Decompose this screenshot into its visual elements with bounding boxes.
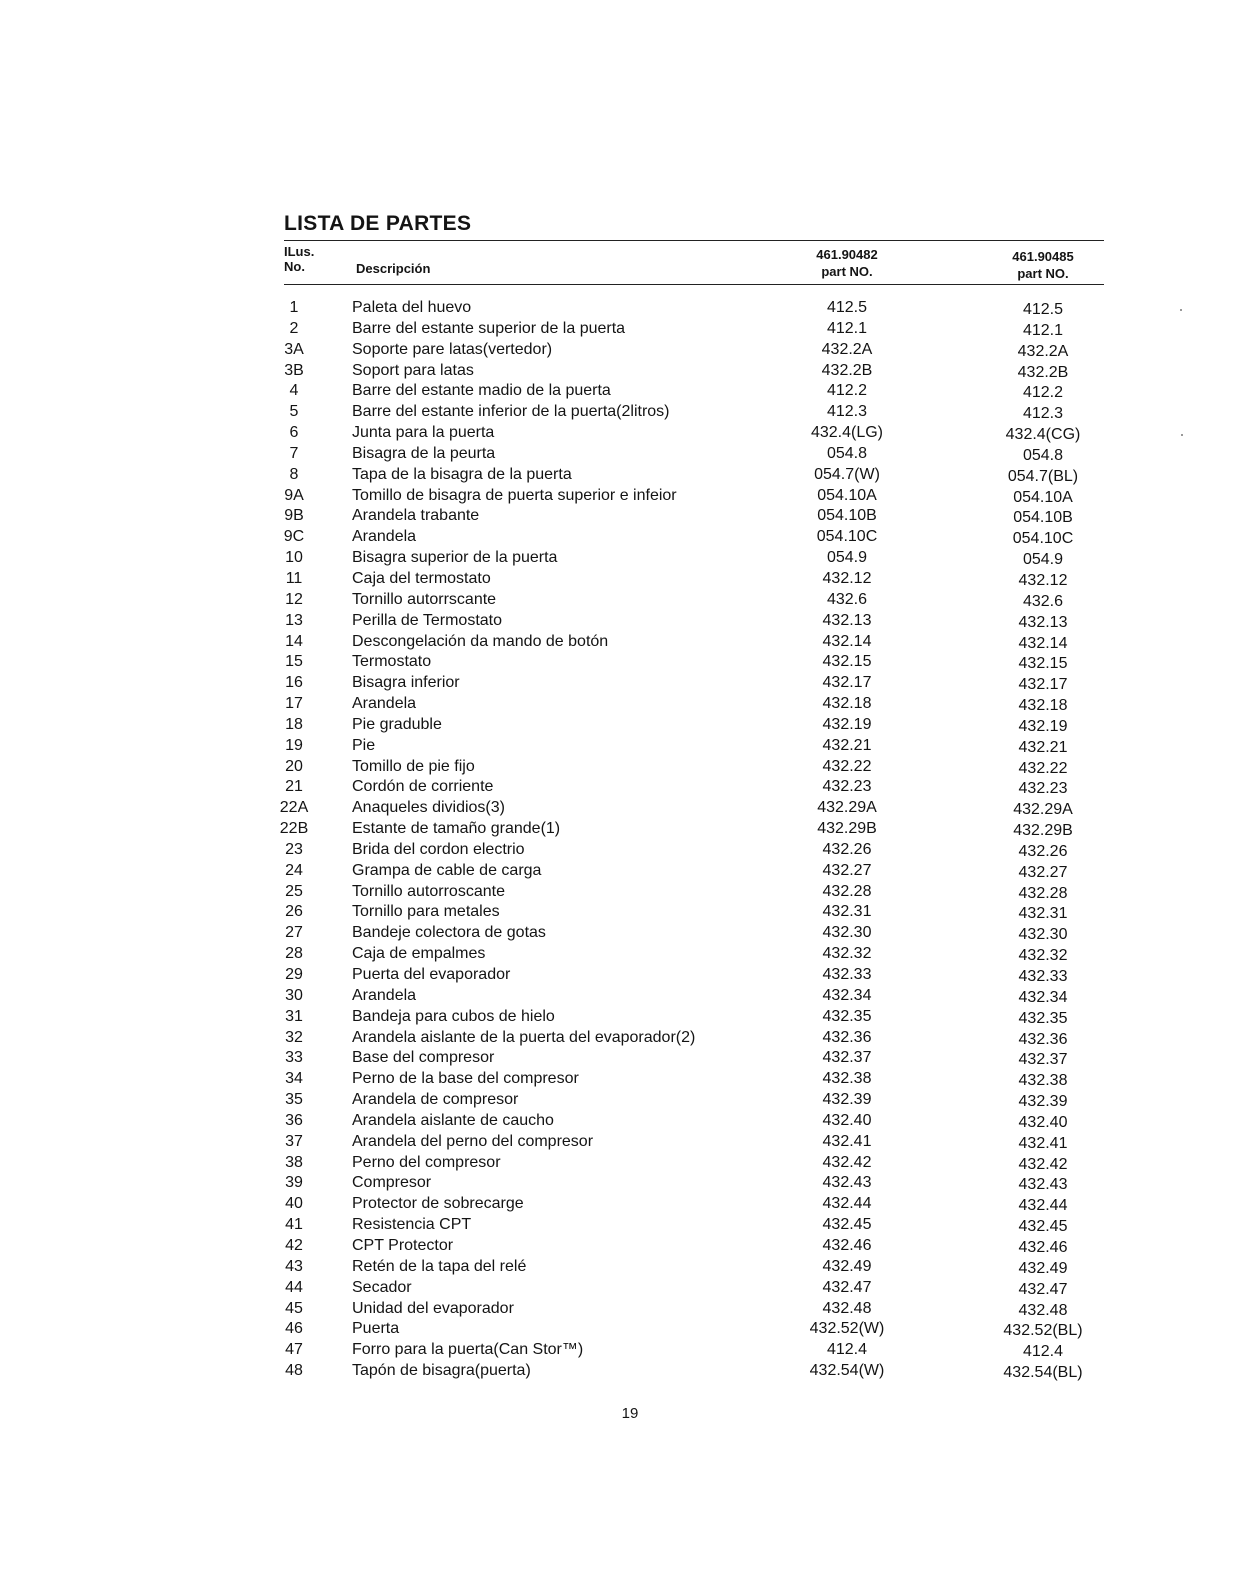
item-description: Termostato — [352, 653, 432, 671]
item-description: Puerta — [352, 1320, 400, 1338]
part-no-461-90485: 432.37 — [1018, 1051, 1068, 1069]
part-no-461-90482: 432.47 — [822, 1278, 872, 1296]
item-description: Anaqueles dividios(3) — [352, 799, 505, 817]
part-no-461-90485: 432.31 — [1018, 905, 1068, 923]
part-no-461-90485: 412.4 — [1022, 1343, 1064, 1361]
header-bottom-rule — [284, 284, 1104, 285]
item-number: 25 — [285, 882, 303, 900]
part-no-461-90482: 432.49 — [822, 1257, 872, 1275]
part-no-461-90485: 432.41 — [1018, 1134, 1068, 1152]
item-description: Brida del cordon electrio — [352, 840, 525, 858]
item-number: 19 — [285, 736, 303, 754]
part-no-461-90485: 432.33 — [1018, 968, 1068, 985]
item-number: 45 — [285, 1299, 303, 1317]
item-description: CPT Protector — [352, 1236, 454, 1254]
table-row — [0, 506, 1244, 527]
part-no-461-90482: 432.29A — [817, 799, 877, 817]
table-row — [0, 381, 1244, 402]
item-number: 22A — [279, 799, 309, 817]
part-no-461-90482: 432.34 — [822, 986, 872, 1004]
table-row — [0, 902, 1244, 923]
item-description: Bisagra superior de la puerta — [352, 549, 558, 567]
item-description: Barre del estante superior de la puerta — [352, 319, 626, 337]
part-no-461-90485: 432.6 — [1022, 592, 1064, 610]
part-no-461-90485: 432.19 — [1018, 717, 1068, 735]
part-no-461-90482: 432.18 — [822, 695, 872, 713]
part-no-461-90485: 432.26 — [1018, 842, 1068, 860]
part-no-461-90482: 432.32 — [822, 945, 872, 963]
part-no-461-90482: 412.5 — [826, 299, 868, 316]
table-row — [0, 673, 1244, 694]
item-description: Tornillo para metales — [352, 903, 500, 921]
part-no-461-90482: 432.46 — [822, 1236, 872, 1254]
table-row — [0, 1111, 1244, 1132]
part-no-461-90482: 432.41 — [822, 1132, 872, 1150]
table-row — [0, 965, 1244, 986]
item-description: Forro para la puerta(Can Stor™) — [352, 1341, 584, 1359]
table-row — [0, 465, 1244, 486]
item-description: Pie graduble — [352, 715, 442, 733]
part-no-461-90482: 432.36 — [822, 1028, 872, 1046]
part-no-461-90482: 412.4 — [826, 1341, 868, 1359]
part-no-461-90485: 054.7(BL) — [1007, 467, 1079, 485]
item-description: Soporte pare latas(vertedor) — [352, 340, 553, 358]
item-number: 3A — [284, 340, 304, 358]
part-no-461-90485: 432.47 — [1018, 1280, 1068, 1298]
header-model-1: 461.90482 — [816, 247, 878, 262]
item-description: Cordón de corriente — [352, 778, 494, 796]
item-number: 16 — [285, 674, 303, 692]
item-description: Barre del estante inferior de la puerta(2litros) — [352, 403, 670, 421]
item-number: 11 — [285, 569, 303, 587]
part-no-461-90485: 054.10B — [1013, 509, 1073, 527]
item-description: Descongelación da mando de botón — [352, 632, 609, 650]
item-description: Caja del termostato — [352, 569, 491, 587]
item-number: 41 — [285, 1216, 303, 1234]
part-no-461-90482: 432.37 — [822, 1049, 872, 1067]
item-number: 23 — [285, 840, 303, 858]
part-no-461-90482: 054.10C — [816, 528, 878, 546]
part-no-461-90485: 432.28 — [1018, 884, 1068, 902]
scan-speck — [1180, 309, 1182, 311]
part-no-461-90482: 412.1 — [826, 319, 868, 337]
item-number: 13 — [285, 611, 303, 629]
table-row — [0, 1236, 1244, 1257]
header-model-2: 461.90485 — [1012, 249, 1074, 264]
part-no-461-90485: 412.1 — [1022, 321, 1064, 339]
table-row — [0, 986, 1244, 1007]
item-number: 44 — [285, 1278, 303, 1296]
item-description: Arandela aislante de caucho — [352, 1111, 554, 1129]
item-description: Unidad del evaporador — [352, 1299, 514, 1317]
part-no-461-90485: 432.4(CG) — [1005, 426, 1081, 444]
table-row — [0, 694, 1244, 715]
part-no-461-90485: 432.15 — [1018, 655, 1068, 673]
item-description: Tomillo de bisagra de puerta superior e infeior — [352, 486, 677, 504]
table-row — [0, 1069, 1244, 1090]
table-row — [0, 527, 1244, 548]
part-no-461-90482: 432.52(W) — [809, 1320, 885, 1338]
part-no-461-90485: 432.34 — [1018, 988, 1068, 1006]
table-row — [0, 1361, 1244, 1382]
part-no-461-90485: 432.2A — [1017, 342, 1069, 360]
item-description: Estante de tamaño grande(1) — [352, 820, 561, 838]
item-description: Secador — [352, 1278, 412, 1296]
part-no-461-90482: 054.10A — [817, 486, 877, 504]
item-number: 2 — [289, 319, 299, 337]
item-number: 46 — [285, 1320, 303, 1338]
part-no-461-90485: 432.21 — [1018, 738, 1068, 756]
item-number: 37 — [285, 1132, 303, 1150]
part-no-461-90482: 432.31 — [822, 903, 872, 921]
table-row — [0, 1340, 1244, 1361]
part-no-461-90482: 432.14 — [822, 632, 872, 650]
part-no-461-90482: 432.33 — [822, 966, 872, 983]
parts-table — [0, 298, 1244, 1382]
part-no-461-90482: 432.44 — [822, 1195, 872, 1213]
item-description: Tapa de la bisagra de la puerta — [352, 465, 572, 483]
table-row — [0, 611, 1244, 632]
table-row — [0, 736, 1244, 757]
part-no-461-90485: 432.36 — [1018, 1030, 1068, 1048]
part-no-461-90485: 432.2B — [1017, 363, 1069, 381]
table-row — [0, 632, 1244, 653]
table-row — [0, 1048, 1244, 1069]
scan-speck — [1181, 434, 1183, 436]
item-description: Soport para latas — [352, 361, 474, 379]
part-no-461-90482: 432.43 — [822, 1174, 872, 1192]
part-no-461-90485: 432.40 — [1018, 1113, 1068, 1131]
part-no-461-90485: 054.10A — [1013, 488, 1073, 506]
part-no-461-90482: 432.42 — [822, 1153, 872, 1171]
item-number: 48 — [285, 1362, 303, 1380]
part-no-461-90485: 432.52(BL) — [1003, 1322, 1083, 1340]
table-row — [0, 757, 1244, 778]
part-no-461-90482: 432.45 — [822, 1216, 872, 1234]
part-no-461-90485: 432.42 — [1018, 1155, 1068, 1173]
item-description: Tapón de bisagra(puerta) — [352, 1362, 531, 1380]
part-no-461-90485: 412.2 — [1022, 384, 1064, 402]
table-row — [0, 1194, 1244, 1215]
part-no-461-90485: 432.29B — [1013, 822, 1073, 840]
table-row — [0, 319, 1244, 340]
table-row — [0, 1007, 1244, 1028]
item-number: 14 — [285, 632, 303, 650]
header-part-no-2: part NO. — [1017, 266, 1069, 281]
table-row — [0, 652, 1244, 673]
header-description: Descripción — [356, 261, 431, 276]
item-description: Tornillo autorroscante — [352, 882, 505, 900]
item-description: Arandela trabante — [352, 507, 480, 525]
item-description: Grampa de cable de carga — [352, 861, 542, 879]
part-no-461-90485: 432.14 — [1018, 634, 1068, 652]
item-number: 28 — [285, 945, 303, 963]
table-row — [0, 569, 1244, 590]
table-row — [0, 444, 1244, 465]
table-row — [0, 819, 1244, 840]
part-no-461-90482: 432.28 — [822, 882, 872, 900]
item-number: 10 — [285, 549, 303, 567]
part-no-461-90482: 432.40 — [822, 1111, 872, 1129]
part-no-461-90485: 432.13 — [1018, 613, 1068, 631]
part-no-461-90485: 432.44 — [1018, 1197, 1068, 1215]
item-number: 36 — [285, 1111, 303, 1129]
item-description: Arandela de compresor — [352, 1091, 519, 1109]
item-number: 15 — [285, 653, 303, 671]
part-no-461-90482: 054.9 — [826, 549, 868, 567]
part-no-461-90482: 432.27 — [822, 861, 872, 879]
part-no-461-90485: 432.49 — [1018, 1259, 1068, 1277]
item-description: Arandela — [352, 695, 417, 713]
item-number: 26 — [285, 903, 303, 921]
item-description: Arandela — [352, 986, 417, 1004]
table-row — [0, 715, 1244, 736]
item-description: Resistencia CPT — [352, 1216, 472, 1234]
item-number: 6 — [289, 424, 299, 442]
part-no-461-90485: 432.27 — [1018, 863, 1068, 881]
table-row — [0, 1319, 1244, 1340]
item-description: Junta para la puerta — [352, 424, 495, 442]
part-no-461-90482: 054.10B — [817, 507, 877, 525]
item-number: 40 — [285, 1195, 303, 1213]
part-no-461-90482: 054.8 — [826, 444, 868, 462]
item-number: 4 — [289, 382, 299, 400]
item-number: 20 — [285, 757, 303, 775]
part-no-461-90482: 412.3 — [826, 403, 868, 421]
item-number: 34 — [285, 1070, 303, 1088]
part-no-461-90482: 432.38 — [822, 1070, 872, 1088]
part-no-461-90485: 432.39 — [1018, 1093, 1068, 1111]
item-description: Arandela del perno del compresor — [352, 1132, 594, 1150]
item-number: 3B — [284, 361, 304, 379]
part-no-461-90482: 432.17 — [822, 674, 872, 692]
table-row — [0, 840, 1244, 861]
page-number: 19 — [621, 1405, 639, 1422]
item-description: Caja de empalmes — [352, 945, 486, 963]
part-no-461-90485: 432.23 — [1018, 780, 1068, 798]
table-row — [0, 298, 1244, 319]
part-no-461-90485: 432.45 — [1018, 1218, 1068, 1236]
part-no-461-90485: 432.32 — [1018, 947, 1068, 965]
item-number: 32 — [285, 1028, 303, 1046]
item-number: 33 — [285, 1049, 303, 1067]
table-row — [0, 777, 1244, 798]
page-title: LISTA DE PARTES — [284, 212, 472, 235]
item-number: 22B — [279, 820, 309, 838]
item-description: Arandela aislante de la puerta del evaporador(2) — [352, 1028, 696, 1046]
item-description: Bisagra de la peurta — [352, 444, 496, 462]
item-description: Puerta del evaporador — [352, 966, 511, 983]
table-row — [0, 1278, 1244, 1299]
part-no-461-90482: 432.21 — [822, 736, 872, 754]
item-description: Perno del compresor — [352, 1153, 501, 1171]
item-description: Base del compresor — [352, 1049, 495, 1067]
item-number: 24 — [285, 861, 303, 879]
part-no-461-90485: 432.48 — [1018, 1301, 1068, 1319]
item-number: 43 — [285, 1257, 303, 1275]
table-row — [0, 1132, 1244, 1153]
item-description: Retén de la tapa del relé — [352, 1257, 527, 1275]
part-no-461-90485: 432.12 — [1018, 571, 1068, 589]
part-no-461-90482: 432.39 — [822, 1091, 872, 1109]
part-no-461-90485: 432.43 — [1018, 1176, 1068, 1194]
item-number: 47 — [285, 1341, 303, 1359]
item-number: 17 — [285, 695, 303, 713]
item-number: 21 — [285, 778, 303, 796]
table-row — [0, 423, 1244, 444]
item-description: Bandeje colectora de gotas — [352, 924, 546, 942]
part-no-461-90482: 432.22 — [822, 757, 872, 775]
table-row — [0, 402, 1244, 423]
part-no-461-90485: 054.10C — [1012, 530, 1074, 548]
part-no-461-90485: 432.18 — [1018, 697, 1068, 715]
table-row — [0, 548, 1244, 569]
part-no-461-90482: 432.4(LG) — [810, 424, 884, 442]
header-ilus: ILus. — [284, 244, 315, 259]
part-no-461-90485: 412.5 — [1022, 301, 1064, 318]
item-description: Bisagra inferior — [352, 674, 460, 692]
table-row — [0, 882, 1244, 903]
item-number: 38 — [285, 1153, 303, 1171]
item-number: 42 — [285, 1236, 303, 1254]
part-no-461-90482: 432.26 — [822, 840, 872, 858]
part-no-461-90485: 412.3 — [1022, 405, 1064, 423]
item-number: 30 — [285, 986, 303, 1004]
part-no-461-90482: 412.2 — [826, 382, 868, 400]
table-row — [0, 590, 1244, 611]
part-no-461-90482: 432.29B — [817, 820, 877, 838]
table-row — [0, 798, 1244, 819]
item-description: Compresor — [352, 1174, 432, 1192]
part-no-461-90482: 432.35 — [822, 1007, 872, 1025]
item-description: Tornillo autorrscante — [352, 590, 497, 608]
item-number: 1 — [289, 299, 299, 316]
part-no-461-90485: 432.38 — [1018, 1072, 1068, 1090]
part-no-461-90482: 432.13 — [822, 611, 872, 629]
part-no-461-90482: 432.12 — [822, 569, 872, 587]
item-number: 9C — [283, 528, 305, 546]
part-no-461-90485: 432.46 — [1018, 1238, 1068, 1256]
item-description: Barre del estante madio de la puerta — [352, 382, 611, 400]
part-no-461-90482: 432.2A — [821, 340, 873, 358]
item-number: 29 — [285, 966, 303, 983]
item-number: 12 — [285, 590, 303, 608]
table-row — [0, 944, 1244, 965]
item-number: 9B — [284, 507, 304, 525]
table-row — [0, 1215, 1244, 1236]
table-row — [0, 361, 1244, 382]
table-row — [0, 340, 1244, 361]
part-no-461-90485: 432.22 — [1018, 759, 1068, 777]
item-number: 39 — [285, 1174, 303, 1192]
item-description: Pie — [352, 736, 376, 754]
part-no-461-90482: 432.30 — [822, 924, 872, 942]
part-no-461-90482: 432.6 — [826, 590, 868, 608]
part-no-461-90482: 432.54(W) — [809, 1362, 885, 1380]
part-no-461-90485: 432.35 — [1018, 1009, 1068, 1027]
item-number: 35 — [285, 1091, 303, 1109]
item-description: Paleta del huevo — [352, 299, 472, 316]
part-no-461-90485: 432.54(BL) — [1003, 1364, 1083, 1382]
part-no-461-90482: 432.19 — [822, 715, 872, 733]
part-no-461-90485: 432.30 — [1018, 926, 1068, 944]
header-top-rule — [284, 240, 1104, 241]
item-description: Tomillo de pie fijo — [352, 757, 475, 775]
item-description: Perno de la base del compresor — [352, 1070, 579, 1088]
part-no-461-90482: 432.23 — [822, 778, 872, 796]
table-row — [0, 923, 1244, 944]
table-row — [0, 1299, 1244, 1320]
header-part-no-1: part NO. — [821, 264, 873, 279]
part-no-461-90482: 432.48 — [822, 1299, 872, 1317]
part-no-461-90482: 054.7(W) — [814, 465, 880, 483]
table-row — [0, 1257, 1244, 1278]
item-number: 31 — [285, 1007, 303, 1025]
item-number: 27 — [285, 924, 303, 942]
item-description: Arandela — [352, 528, 417, 546]
table-row — [0, 1153, 1244, 1174]
item-description: Bandeja para cubos de hielo — [352, 1007, 555, 1025]
part-no-461-90485: 054.8 — [1022, 446, 1064, 464]
item-number: 5 — [289, 403, 299, 421]
item-number: 9A — [284, 486, 304, 504]
table-row — [0, 1090, 1244, 1111]
item-number: 8 — [289, 465, 299, 483]
item-description: Protector de sobrecarge — [352, 1195, 524, 1213]
part-no-461-90482: 432.15 — [822, 653, 872, 671]
part-no-461-90485: 432.29A — [1013, 801, 1073, 819]
part-no-461-90485: 054.9 — [1022, 551, 1064, 569]
item-description: Perilla de Termostato — [352, 611, 502, 629]
item-number: 7 — [289, 444, 299, 462]
header-no: No. — [284, 259, 305, 274]
table-row — [0, 1028, 1244, 1049]
table-row — [0, 1173, 1244, 1194]
table-row — [0, 486, 1244, 507]
part-no-461-90482: 432.2B — [821, 361, 873, 379]
part-no-461-90485: 432.17 — [1018, 676, 1068, 694]
table-row — [0, 861, 1244, 882]
item-number: 18 — [285, 715, 303, 733]
